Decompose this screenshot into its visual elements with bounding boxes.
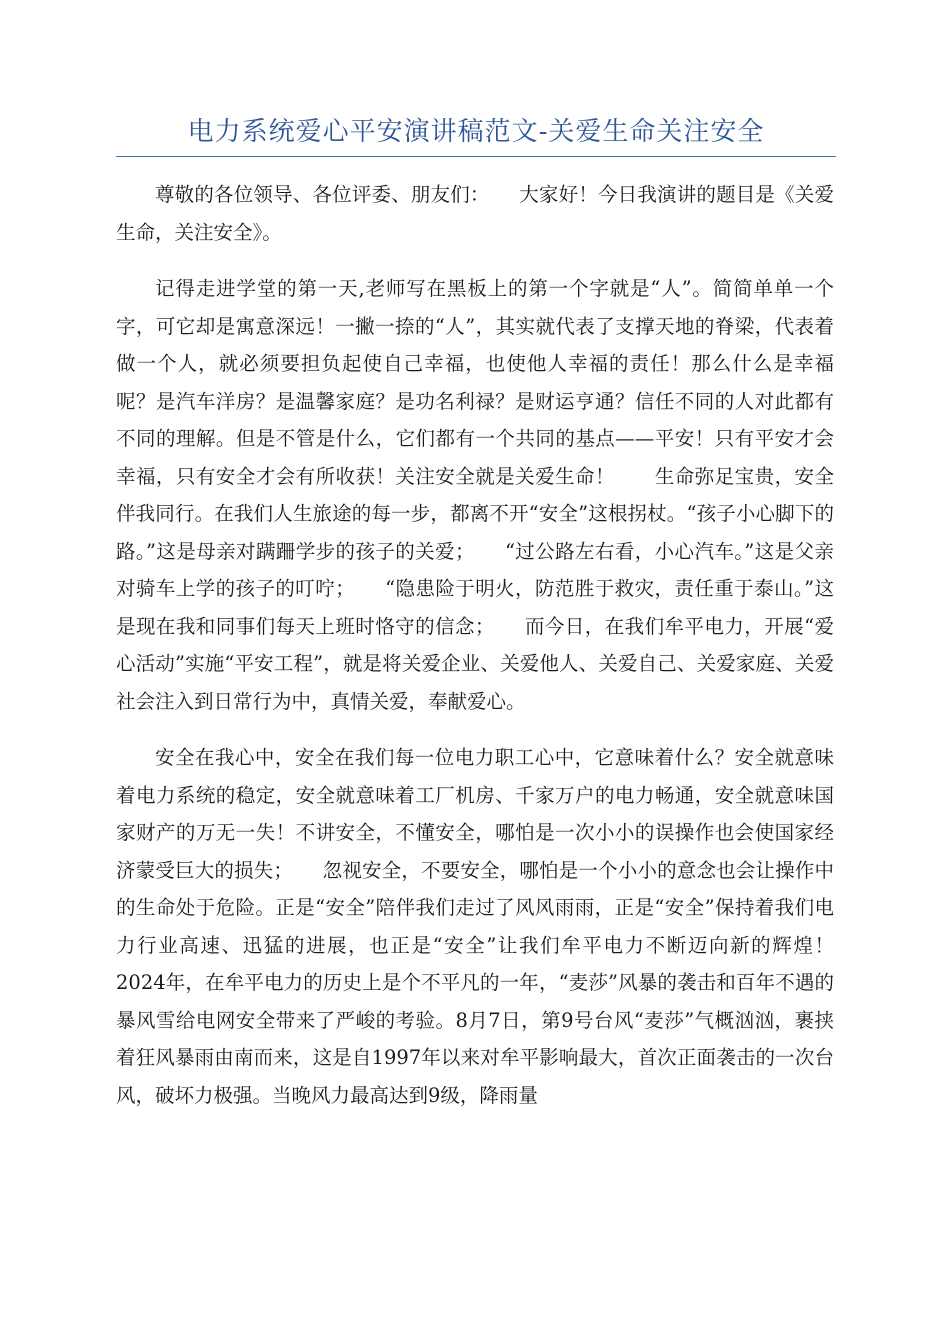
paragraph-greeting: 尊敬的各位领导、各位评委、朋友们： 大家好！今日我演讲的题目是《关爱生命，关注安全》。	[116, 183, 834, 244]
paragraph-life-and-safety: 记得走进学堂的第一天,老师写在黑板上的第一个字就是“人”。简简单单一个字，可它却是寓意深远！一撇一捺的“人”，其实就代表了支撑天地的脊梁，代表着做一个人，就必须要担负起使自己幸福，也使他人幸福的责任！那么什么是幸福呢？是汽车洋房？是温馨家庭？是功名利禄？是财运亨通？信任不同的人对此都有不同的理解。但是不管是什么，它们都有一个共同的基点——平安！只有平安才会幸福，只有安全才会有所收获！关注安全就是关爱生命！ 生命弥足宝贵，安全伴我同行。在我们人生旅途的每一步，都离不开“安全”这根拐杖。“孩子小心脚下的路。”这是母亲对蹒跚学步的孩子的关爱； “过公路左右看，小心汽车。”这是父亲对骑车上学的孩子的叮咛； “隐患险于明火，防范胜于救灾，责任重于泰山。”这是现在我和同事们每天上班时恪守的信念； 而今日，在我们牟平电力，开展“爱心活动”实施“平安工程”，就是将关爱企业、关爱他人、关爱自己、关爱家庭、关爱社会注入到日常行为中，真情关爱，奉献爱心。	[116, 277, 834, 713]
paragraph-safety-in-heart: 安全在我心中，安全在我们每一位电力职工心中，它意味着什么？安全就意味着电力系统的稳定，安全就意味着工厂机房、千家万户的电力畅通，安全就意味国家财产的万无一失！不讲安全，不懂安全，哪怕是一次小小的误操作也会使国家经济蒙受巨大的损失； 忽视安全，不要安全，哪怕是一个小小的意念也会让操作中的生命处于危险。正是“安全”陪伴我们走过了风风雨雨，正是“安全”保持着我们电力行业高速、迅猛的进展，也正是“安全”让我们牟平电力不断迈向新的辉煌！ 2024年，在牟平电力的历史上是个不平凡的一年，“麦莎”风暴的袭击和百年不遇的暴风雪给电网安全带来了严峻的考验。8月7日，第9号台风“麦莎”气概汹汹，裹挟着狂风暴雨由南而来，这是自1997年以来对牟平影响最大，首次正面袭击的一次台风，破坏力极强。当晚风力最高达到9级，降雨量	[116, 746, 874, 1107]
page-title: 电力系统爱心平安演讲稿范文-关爱生命关注安全	[187, 117, 765, 147]
document-body	[116, 176, 874, 1133]
title-block	[116, 112, 836, 157]
